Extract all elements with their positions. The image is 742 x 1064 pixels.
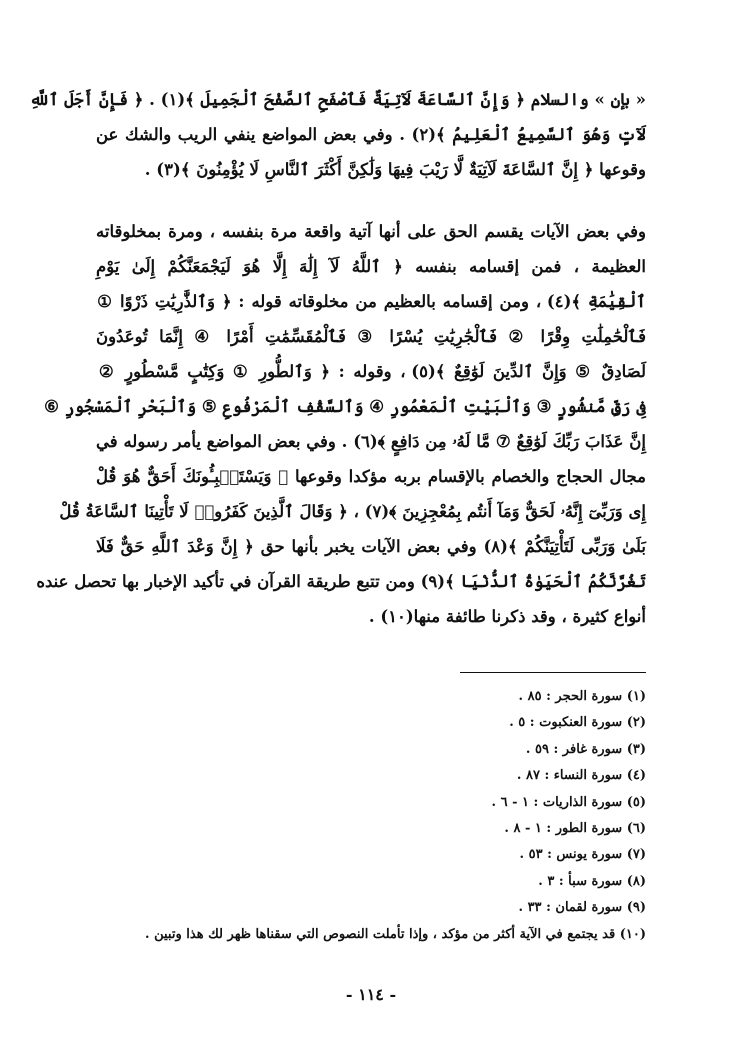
footnote: (١) سورة الحجر : ٨٥ . bbox=[518, 689, 646, 704]
text-line: لَصَادِقٌ ⑤ وَإِنَّ ٱلدِّينَ لَوَٰقِعٌ ﴾(٥) ، وقوله : ﴿ وَٱلطُّورِ ① وَكِتَٰبٍ مَّسْطُورٍ ② bbox=[96, 362, 646, 381]
footnote: (٦) سورة الطور : ١ - ٨ . bbox=[504, 821, 646, 837]
text-line: تَغُرَّنَّكُمُ ٱلْحَيَوٰةُ ٱلدُّنْيَا ﴾(٩) ومن تتبع طريقة القرآن في تأكيد الإخبار بها تحصل عنده bbox=[36, 572, 646, 591]
text-line: بَلَىٰ وَرَبِّى لَتَأْتِيَنَّكُمْ ﴾(٨) وفي بعض الآيات يخبر بأنها حق ﴿ إِنَّ وَعْدَ ٱللَّهِ حَقٌّ فَلَا bbox=[96, 537, 646, 556]
text-line: وقوعها ﴿ إِنَّ ٱلسَّاعَةَ لَآتِيَةٌ لَّا رَيْبَ فِيهَا وَلَٰكِنَّ أَكْثَرَ ٱلنَّاسِ لَا يُؤْمِنُونَ ﴾(٣) . bbox=[144, 160, 646, 179]
page-number: - ١١٤ - bbox=[345, 985, 397, 1004]
footnote: (٢) سورة العنكبوت : ٥ . bbox=[509, 715, 646, 731]
footnote-separator bbox=[460, 672, 646, 673]
footnote: (٣) سورة غافر : ٥٩ . bbox=[525, 741, 646, 757]
text-line: وفي بعض الآيات يقسم الحق على أنها آتية واقعة مرة بنفسه ، ومرة بمخلوقاته bbox=[96, 222, 646, 241]
text-line: أنواع كثيرة ، وقد ذكرنا طائفة منها(١٠) . bbox=[368, 607, 646, 626]
paragraph-2 bbox=[36, 214, 646, 634]
footnote: (٧) سورة يونس : ٥٣ . bbox=[519, 847, 646, 863]
text-line: إِى وَرَبِّىٓ إِنَّهُۥ لَحَقٌّ وَمَآ أَنتُم بِمُعْجِزِينَ ﴾(٧) ، ﴿ وَقَالَ ٱلَّذِينَ كَفَرُوا۟ لَا تَأْتِينَا ٱلسَّاعَةُ قُلْ bbox=[59, 502, 646, 521]
text-line: إِنَّ عَذَابَ رَبِّكَ لَوَٰقِعٌ ⑦ مَّا لَهُۥ مِن دَافِعٍ ﴾(٦) . وفي بعض المواضع يأمر رسوله في bbox=[96, 432, 646, 451]
footnote: (١٠) قد يجتمع في الآية أكثر من مؤكد ، وإذا تأملت النصوص التي سقناها ظهر لك هذا وتبين . bbox=[145, 926, 646, 942]
footnote: (٩) سورة لقمان : ٣٣ . bbox=[518, 900, 646, 916]
text-line: فَٱلْحَٰمِلَٰتِ وِقْرًا ② فَٱلْجَٰرِيَٰتِ يُسْرًا ③ فَٱلْمُقَسِّمَٰتِ أَمْرًا ④ إِنَّمَا تُوعَدُونَ bbox=[96, 327, 646, 346]
text-line: فِى رَقٍّ مَّنشُورٍ ③ وَٱلْبَيْتِ ٱلْمَعْمُورِ ④ وَٱلسَّقْفِ ٱلْمَرْفُوعِ ⑤ وَٱلْبَحْرِ ٱلْمَسْجُورِ ⑥ bbox=[44, 397, 646, 416]
footnote: (٤) سورة النساء : ٨٧ . bbox=[516, 768, 646, 784]
footnote: (٥) سورة الذاريات : ١ - ٦ . bbox=[491, 794, 646, 810]
footnotes bbox=[80, 684, 646, 948]
text-line: العظيمة ، فمن إقسامه بنفسه ﴿ ٱللَّهُ لَآ إِلَٰهَ إِلَّا هُوَ لَيَجْمَعَنَّكُمْ إِلَىٰ يَوْمِ bbox=[96, 257, 646, 276]
text-line: لَآتٍ وَهُوَ ٱلسَّمِيعُ ٱلْعَلِيمُ ﴾(٢) . وفي بعض المواضع ينفي الريب والشك عن bbox=[96, 125, 646, 144]
text-line: « بإن » والسلام ﴿ وَإِنَّ ٱلسَّاعَةَ لَآتِيَةٌ فَٱصْفَحِ ٱلصَّفْحَ ٱلْجَمِيلَ ﴾(١) . ﴿ فَإِنَّ أَجَلَ ٱللَّهِ bbox=[29, 90, 646, 109]
text-line: ٱلْقِيَٰمَةِ ﴾(٤) ، ومن إقسامه بالعظيم من مخلوقاته قوله : ﴿ وَٱلذَّٰرِيَٰتِ ذَرْوًا ① bbox=[96, 292, 646, 311]
text-line: مجال الحجاج والخصام بالإقسام بربه مؤكدا وقوعها ﴿ وَيَسْتَنۢبِـُٔونَكَ أَحَقٌّ هُوَ قُلْ bbox=[96, 467, 646, 486]
footnote: (٨) سورة سبأ : ٣ . bbox=[538, 873, 646, 889]
paragraph-1 bbox=[29, 82, 646, 187]
